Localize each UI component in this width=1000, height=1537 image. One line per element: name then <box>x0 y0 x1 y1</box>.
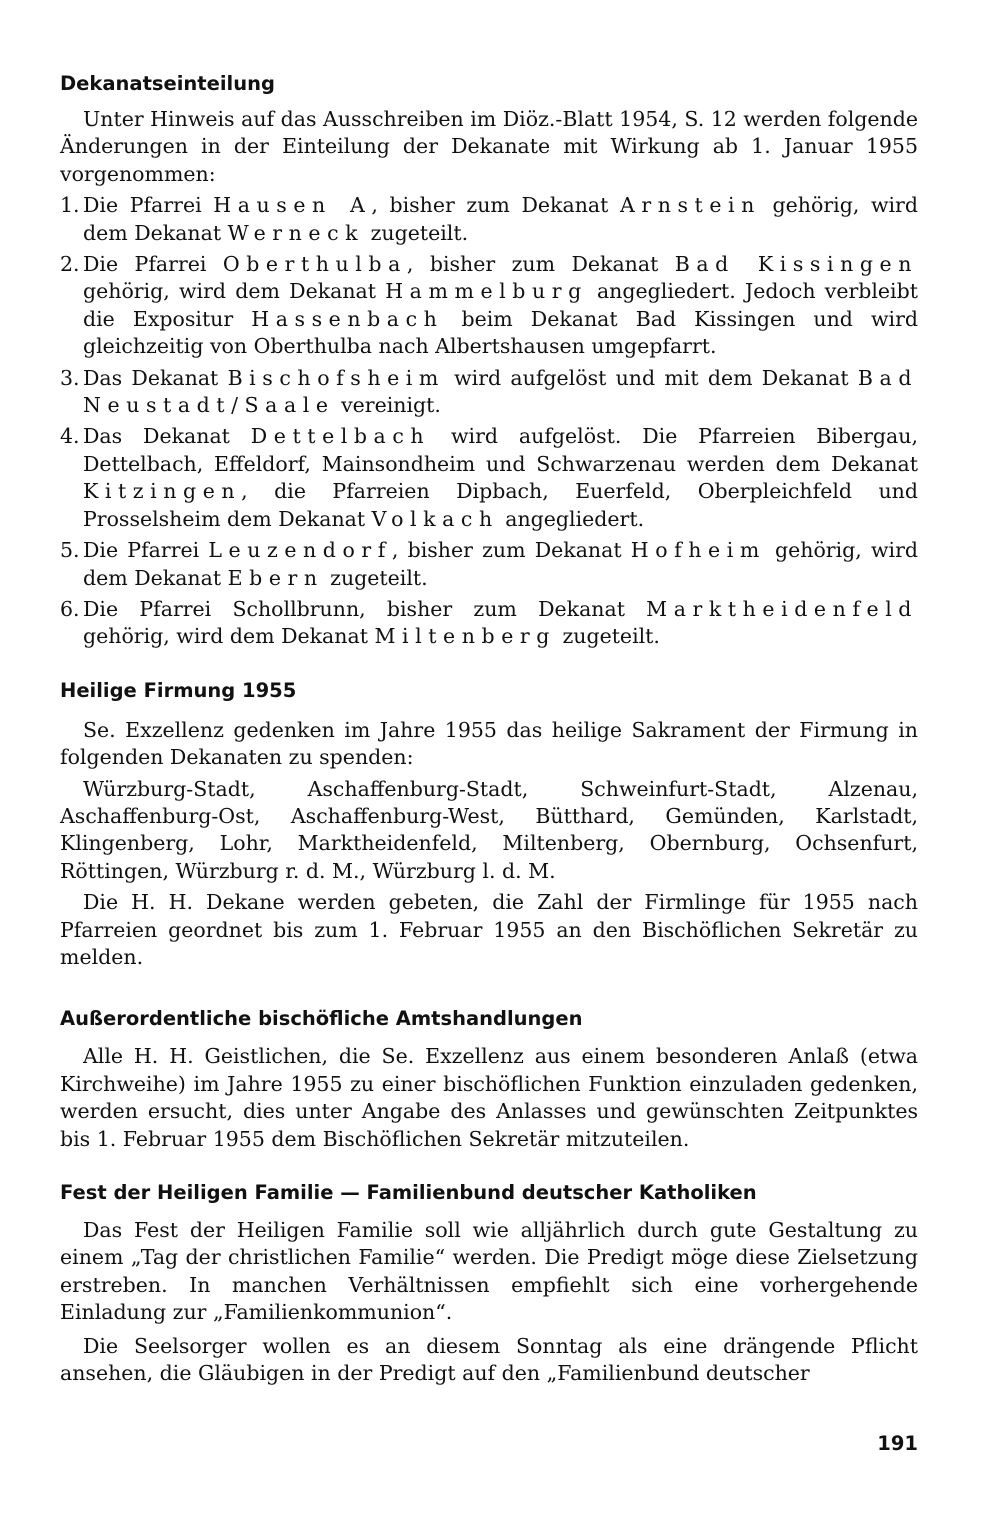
list-number: 2. <box>60 252 80 277</box>
page-number: 191 <box>877 1432 918 1455</box>
numbered-list <box>60 192 918 655</box>
list-item-text: Das Dekanat Dettelbach wird aufgelöst. Die Pfarreien Bibergau, Dettelbach, Effeldorf, Mainsondheim und Schwarzenau werden dem Dekanat Kitzingen, die Pfarreien Dipbach, Euerfeld, Oberpleichfeld und Prosselsheim dem Dekanat Volkach angegliedert. <box>83 424 918 531</box>
document-page <box>60 70 918 1520</box>
section-heading: Dekanatseinteilung <box>60 72 275 95</box>
section-fest-heilige-familie <box>60 1179 918 1387</box>
section-heilige-firmung <box>60 677 918 972</box>
list-number: 4. <box>60 424 80 449</box>
list-item <box>60 596 918 655</box>
section-paragraph: Se. Exzellenz gedenken im Jahre 1955 das heilige Sakrament der Firmung in folgenden Dekanaten zu spenden: <box>60 717 918 770</box>
list-number: 5. <box>60 538 80 563</box>
section-heading: Außerordentliche bischöfliche Amtshandlungen <box>60 1007 583 1031</box>
section-paragraph: Die H. H. Dekane werden gebeten, die Zahl der Firmlinge für 1955 nach Pfarreien geordnet bis zum 1. Februar 1955 an den Bischöflichen Sekretär zu melden. <box>60 890 918 969</box>
list-item-text: Die Pfarrei Oberthulba, bisher zum Dekanat Bad Kissingen gehörig, wird dem Dekanat Hammelburg angegliedert. Jedoch verbleibt die Expositur Hassenbach beim Dekanat Bad Kissingen und wird gleichzeitig von Oberthulba nach Albertshausen umgepfarrt. <box>83 252 918 359</box>
list-number: 1. <box>60 193 80 218</box>
section-paragraph: Alle H. H. Geistlichen, die Se. Exzellenz aus einem besonderen Anlaß (etwa Kirchweihe) im Jahre 1955 zu einer bischöflichen Funktion einzuladen gedenken, werden ersucht, dies unter Angabe des Anlasses und gewünschten Zeitpunktes bis 1. Februar 1955 dem Bischöflichen Sekretär mitzuteilen. <box>60 1044 918 1151</box>
section-heading: Heilige Firmung 1955 <box>60 678 297 702</box>
section-paragraph: Die Seelsorger wollen es an diesem Sonntag als eine drängende Pflicht ansehen, die Gläubigen in der Predigt auf den „Familienbund deutscher <box>60 1333 918 1386</box>
list-number: 6. <box>60 596 80 621</box>
list-number: 3. <box>60 365 80 390</box>
section-paragraph: Würzburg-Stadt, Aschaffenburg-Stadt, Schweinfurt-Stadt, Alzenau, Aschaffenburg-Ost, Aschaffenburg-West, Bütthard, Gemünden, Karlstadt, Klingenberg, Lohr, Marktheidenfeld, Miltenberg, Obernburg, Ochsenfurt, Röttingen, Würzburg r. d. M., Würzburg l. d. M. <box>60 776 918 883</box>
section-heading: Fest der Heiligen Familie — Familienbund deutscher Katholiken <box>60 1181 757 1204</box>
list-item <box>60 192 918 251</box>
list-item <box>60 365 918 424</box>
list-item <box>60 251 918 365</box>
section-amtshandlungen <box>60 1005 918 1153</box>
list-item-text: Die Pfarrei Hausen A, bisher zum Dekanat Arnstein gehörig, wird dem Dekanat Werneck zugeteilt. <box>83 193 918 245</box>
list-item <box>60 537 918 596</box>
list-item-text: Die Pfarrei Leuzendorf, bisher zum Dekanat Hofheim gehörig, wird dem Dekanat Ebern zugeteilt. <box>83 538 918 590</box>
section-dekanatseinteilung <box>60 70 918 655</box>
list-item <box>60 423 918 537</box>
list-item-text: Die Pfarrei Schollbrunn, bisher zum Dekanat Marktheidenfeld gehörig, wird dem Dekanat Miltenberg zugeteilt. <box>83 596 918 649</box>
section-paragraph: Das Fest der Heiligen Familie soll wie alljährlich durch gute Gestaltung zu einem „Tag der christlichen Familie“ werden. Die Predigt möge diese Zielsetzung erstreben. In manchen Verhältnissen empfiehlt sich eine vorhergehende Einladung zur „Familienkommunion“. <box>60 1218 918 1325</box>
list-item-text: Das Dekanat Bischofsheim wird aufgelöst und mit dem Dekanat Bad Neustadt/Saale vereinigt. <box>83 365 918 418</box>
section-paragraph: Unter Hinweis auf das Ausschreiben im Diöz.-Blatt 1954, S. 12 werden folgende Änderungen in der Einteilung der Dekanate mit Wirkung ab 1. Januar 1955 vorgenommen: <box>60 107 918 186</box>
